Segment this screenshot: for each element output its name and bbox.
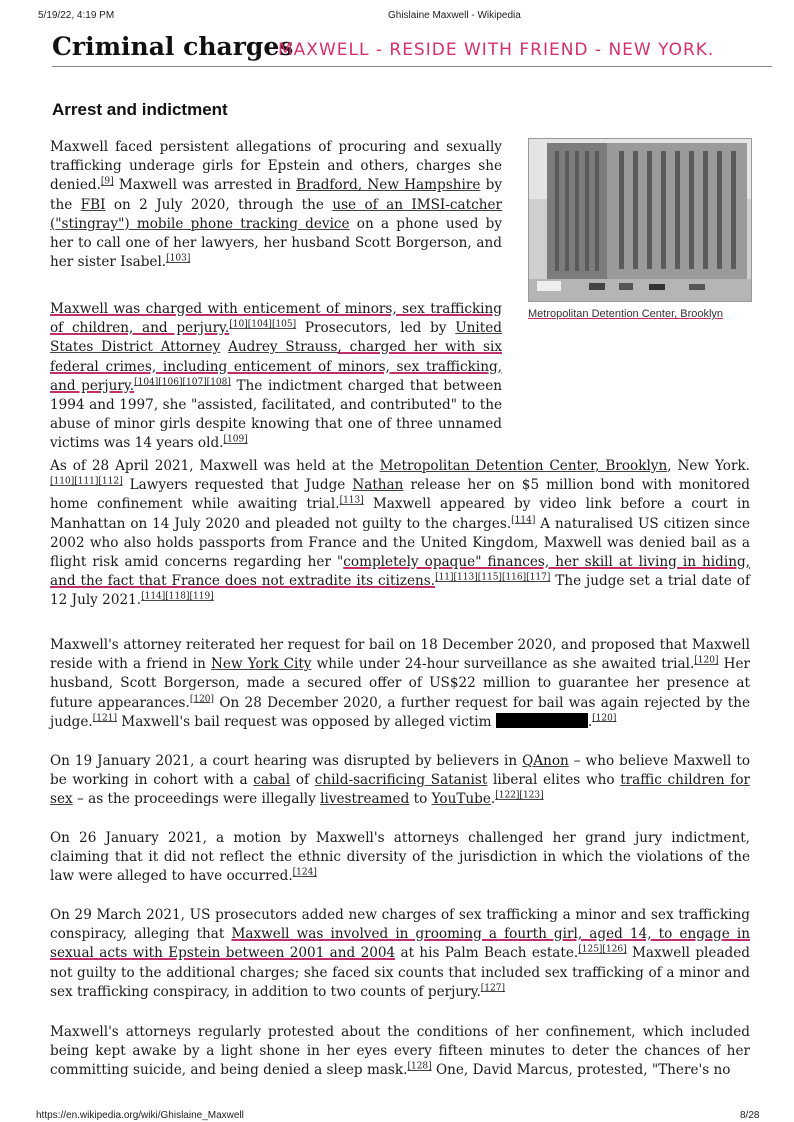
citation-link[interactable]: [113] [339,495,364,506]
citation-link[interactable]: [120] [189,694,215,705]
link-livestreamed[interactable]: livestreamed [320,791,410,808]
link-new-york-city[interactable]: New York City [211,656,312,673]
link-metropolitan-detention-center[interactable]: Metropolitan Detention Center, Brooklyn [379,458,668,474]
citation-link[interactable]: [120] [694,655,719,666]
link-satanist[interactable]: child-sacrificing Satanist [314,772,488,789]
subheading-arrest: Arrest and indictment [52,100,228,119]
link-imsi-catcher[interactable]: use of an IMSI-catcher ("stingray") mobile phone tracking device [50,196,502,232]
link-audrey-strauss[interactable]: Audrey Strauss [228,339,338,356]
paragraph-motion: On 26 January 2021, a motion by Maxwell's attorneys challenged her grand jury indictment, claiming that it did not reflect the ethnic diversity of the jurisdiction in which the violations of the law were alleged to have occurred.[124] [50,830,750,885]
citation-link[interactable]: [120] [592,713,617,724]
section-heading-row [52,30,772,67]
citation-link[interactable]: [104][106][107][108] [134,377,231,388]
citation-link[interactable]: [124] [292,867,317,878]
print-url: https://en.wikipedia.org/wiki/Ghislaine_Maxwell [36,1110,244,1121]
print-page-title: Ghislaine Maxwell - Wikipedia [388,10,521,21]
citation-link[interactable]: [9] [100,176,114,187]
section-title: Criminal charges [52,32,294,61]
link-completely-opaque[interactable]: completely opaque [343,554,476,571]
link-bradford[interactable]: Bradford, New Hampshire [296,177,481,194]
citation-link[interactable]: [114][118][119] [141,591,214,602]
citation-link[interactable]: [11][113][115][116][117] [435,572,551,583]
paragraph-arrest: Maxwell faced persistent allegations of procuring and sexually trafficking underage girls for Epstein and others, charges she denied.[9] Maxwell was arrested in Bradford, New Hampshire by the FBI on 2 July 2020, through the use of an IMSI-catcher ("stingray") mobile phone tracking device on a phone used by her to call one of her lawyers, her husband Scott Borgerson, and her sister Isabel.[103] [50,139,502,271]
link-judge-nathan[interactable]: Nathan [352,477,404,494]
redaction-block [496,713,588,728]
citation-link[interactable]: [122][123] [495,790,544,801]
link-us-district-attorney[interactable]: United States District Attorney [50,320,502,356]
citation-link[interactable]: [127] [480,983,505,994]
paragraph-bail: Maxwell's attorney reiterated her request for bail on 18 December 2020, and proposed that Maxwell reside with a friend in New York City while under 24-hour surveillance as she awaited trial.[120] Her husband, Scott Borgerson, made a secured offer of US$22 million to guarantee her presence at future appearances.[120] On 28 December 2020, a further request for bail was again rejected by the judge.[121] Maxwell's bail request was opposed by alleged victim .[120] [50,637,751,730]
print-page-number: 8/28 [740,1110,760,1121]
citation-link[interactable]: [110][111][112] [50,476,123,487]
paragraph-confinement: Maxwell's attorneys regularly protested about the conditions of her confinement, which included being kept awake by a light shone in her eyes every fifteen minutes to deter the chances of her committing suicide, and being denied a sleep mask.[128] One, David Marcus, protested, "There's no [50,1024,750,1079]
link-traffic-children[interactable]: traffic children for sex [50,772,751,808]
paragraph-detention: As of 28 April 2021, Maxwell was held at the Metropolitan Detention Center, Brooklyn, New York.[110][111][112] Lawyers requested that Judge Nathan release her on $5 million bond with monitored home confinement while awaiting trial.[113] Maxwell appeared by video link before a court in Manhattan on 14 July 2020 and pleaded not guilty to the charges.[114] A naturalised US citizen since 2002 who also holds passports from France and the United Kingdom, Maxwell was denied bail as a flight risk amid concerns regarding her "completely opaque" finances, her skill at living in hiding, and the fact that France does not extradite its citizens.[11][113][115][116][117] The judge set a trial date of 12 July 2021.[114][118][119] [50,458,751,609]
print-datetime: 5/19/22, 4:19 PM [38,10,115,21]
citation-link[interactable]: [114] [511,515,536,526]
figure-caption[interactable]: Metropolitan Detention Center, Brooklyn [528,308,724,320]
link-fbi[interactable]: FBI [80,196,106,213]
link-youtube[interactable]: YouTube [431,791,491,808]
citation-link[interactable]: [121] [92,713,117,724]
citation-link[interactable]: [10][104][105] [229,319,297,330]
link-qanon[interactable]: QAnon [522,753,569,769]
link-cabal[interactable]: cabal [253,772,291,789]
building-photo[interactable] [528,138,752,302]
paragraph-charges: Maxwell was charged with enticement of minors, sex trafficking of children, and perjury.[10][104][105] Prosecutors, led by United States District Attorney Audrey Strauss, charged her with six federal crimes, including enticement of minors, sex trafficking, and perjury.[104][106][107][108] The indictment charged that between 1994 and 1997, she "assisted, facilitated, and contributed" to the abuse of minor girls despite knowing that one of three unnamed victims was 14 years old.[109] [50,301,503,452]
handwritten-note: MAXWELL - RESIDE WITH FRIEND - NEW YORK. [278,40,715,60]
citation-link[interactable]: [125][126] [578,944,627,955]
citation-link[interactable]: [103] [166,253,191,264]
paragraph-qanon: On 19 January 2021, a court hearing was disrupted by believers in QAnon – who believe Maxwell to be working in cohort with a cabal of child-sacrificing Satanist liberal elites who traffic children for sex – as the proceedings were illegally livestreamed to YouTube.[122][123] [50,753,751,808]
citation-link[interactable]: [128] [407,1061,432,1072]
figure-detention-center [528,138,750,322]
paragraph-new-charges: On 29 March 2021, US prosecutors added new charges of sex trafficking a minor and sex trafficking conspiracy, alleging that Maxwell was involved in grooming a fourth girl, aged 14, to engage in sexual acts with Epstein between 2001 and 2004 at his Palm Beach estate.[125][126] Maxwell pleaded not guilty to the additional charges; she faced six counts that included sex trafficking of a minor and sex trafficking conspiracy, in addition to two counts of perjury.[127] [50,907,750,1000]
citation-link[interactable]: [109] [223,434,248,445]
